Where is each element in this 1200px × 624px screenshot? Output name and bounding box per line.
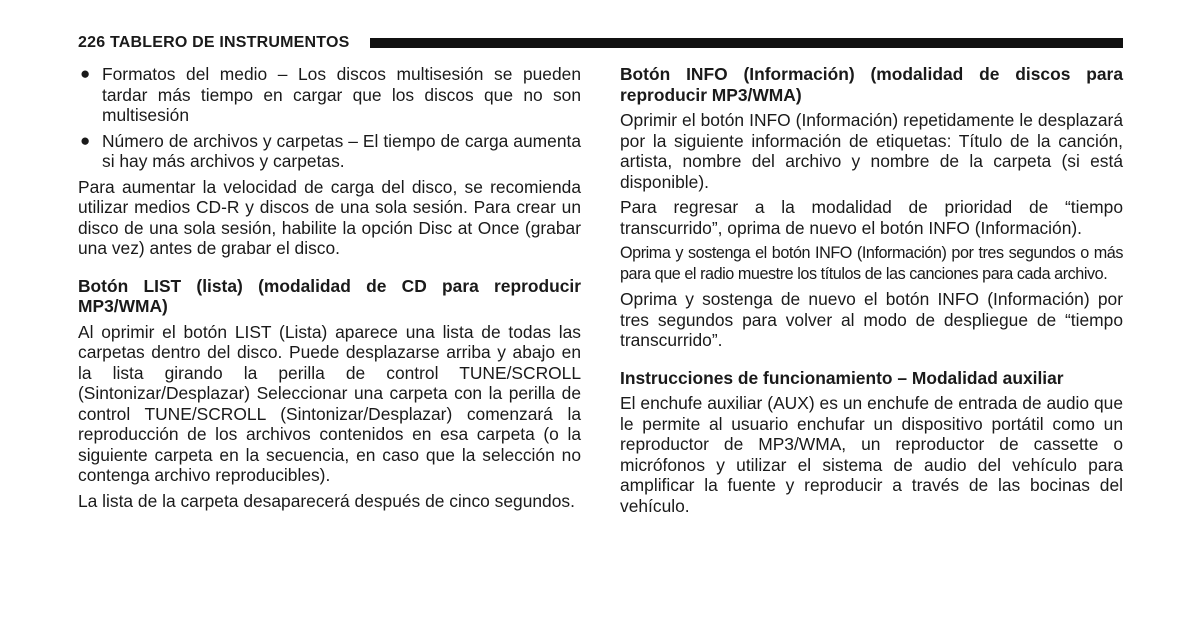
bullet-icon: ● (80, 130, 91, 150)
page-header (78, 32, 1123, 54)
paragraph-load-speed: Para aumentar la velocidad de carga del disco, se recomienda utilizar medios CD-R y discos de una sola sesión. Para crear un disco de una sola sesión, habilite la opción Disc at Once (grabar una vez) antes de grabar el disco. (78, 176, 581, 258)
paragraph-list-button: Al oprimir el botón LIST (Lista) aparece una lista de todas las carpetas dentro del disco. Puede desplazarse arriba y abajo en la lista girando la perilla de control TUNE/SCROLL (Sintonizar/Desplazar) Seleccionar una carpeta con la perilla de control TUNE/SCROLL (Sintonizar/Desplazar) comenzará la reproducción de los archivos contenidos en esa carpeta (o la siguiente carpeta en la secuencia, en caso que la selección no contenga archivo reproducibles). (78, 321, 581, 485)
paragraph-hold-info: Oprima y sostenga el botón INFO (Información) por tres segundos o más para que el radio muestre los títulos de las canciones para cada archivo. (620, 244, 1123, 283)
bullet-item-file-count (78, 131, 581, 172)
heading-aux-mode: Instrucciones de funcionamiento – Modalidad auxiliar (620, 367, 1064, 388)
header-rule (370, 38, 1123, 48)
heading-list-button: Botón LIST (lista) (modalidad de CD para reproducir MP3/WMA) (78, 275, 581, 316)
paragraph-elapsed-time: Para regresar a la modalidad de prioridad de “tiempo transcurrido”, oprima de nuevo el botón INFO (Información). (620, 197, 1123, 238)
page-header-title: 226 TABLERO DE INSTRUMENTOS (78, 34, 350, 51)
left-column (78, 64, 581, 516)
heading-info-button: Botón INFO (Información) (modalidad de discos para reproducir MP3/WMA) (620, 64, 1123, 105)
right-column (620, 64, 1123, 521)
bullet-text: Formatos del medio – Los discos multisesión se pueden tardar más tiempo en cargar que los discos que no son multisesión (102, 64, 581, 125)
paragraph-aux-jack: El enchufe auxiliar (AUX) es un enchufe de entrada de audio que le permite al usuario enchufar un dispositivo portátil como un reproductor de MP3/WMA, un reproductor de cassette o micrófonos y utilizar el sistema de audio del vehículo para amplificar la fuente y reproducir a través de las bocinas del vehículo. (620, 393, 1123, 516)
paragraph-info-tags: Oprimir el botón INFO (Información) repetidamente le desplazará por la siguiente información de etiquetas: Título de la canción, artista, nombre del archivo y nombre de la carpeta (si está disponible). (620, 110, 1123, 192)
paragraph-list-disappear: La lista de la carpeta desaparecerá después de cinco segundos. (78, 490, 575, 511)
bullet-icon: ● (80, 64, 91, 83)
bullet-list (78, 64, 581, 172)
bullet-item-media-formats (78, 64, 581, 126)
paragraph-hold-again: Oprima y sostenga de nuevo el botón INFO (Información) por tres segundos para volver al modo de despliegue de “tiempo transcurrido”. (620, 289, 1123, 350)
bullet-text: Número de archivos y carpetas – El tiempo de carga aumenta si hay más archivos y carpetas. (102, 130, 581, 171)
